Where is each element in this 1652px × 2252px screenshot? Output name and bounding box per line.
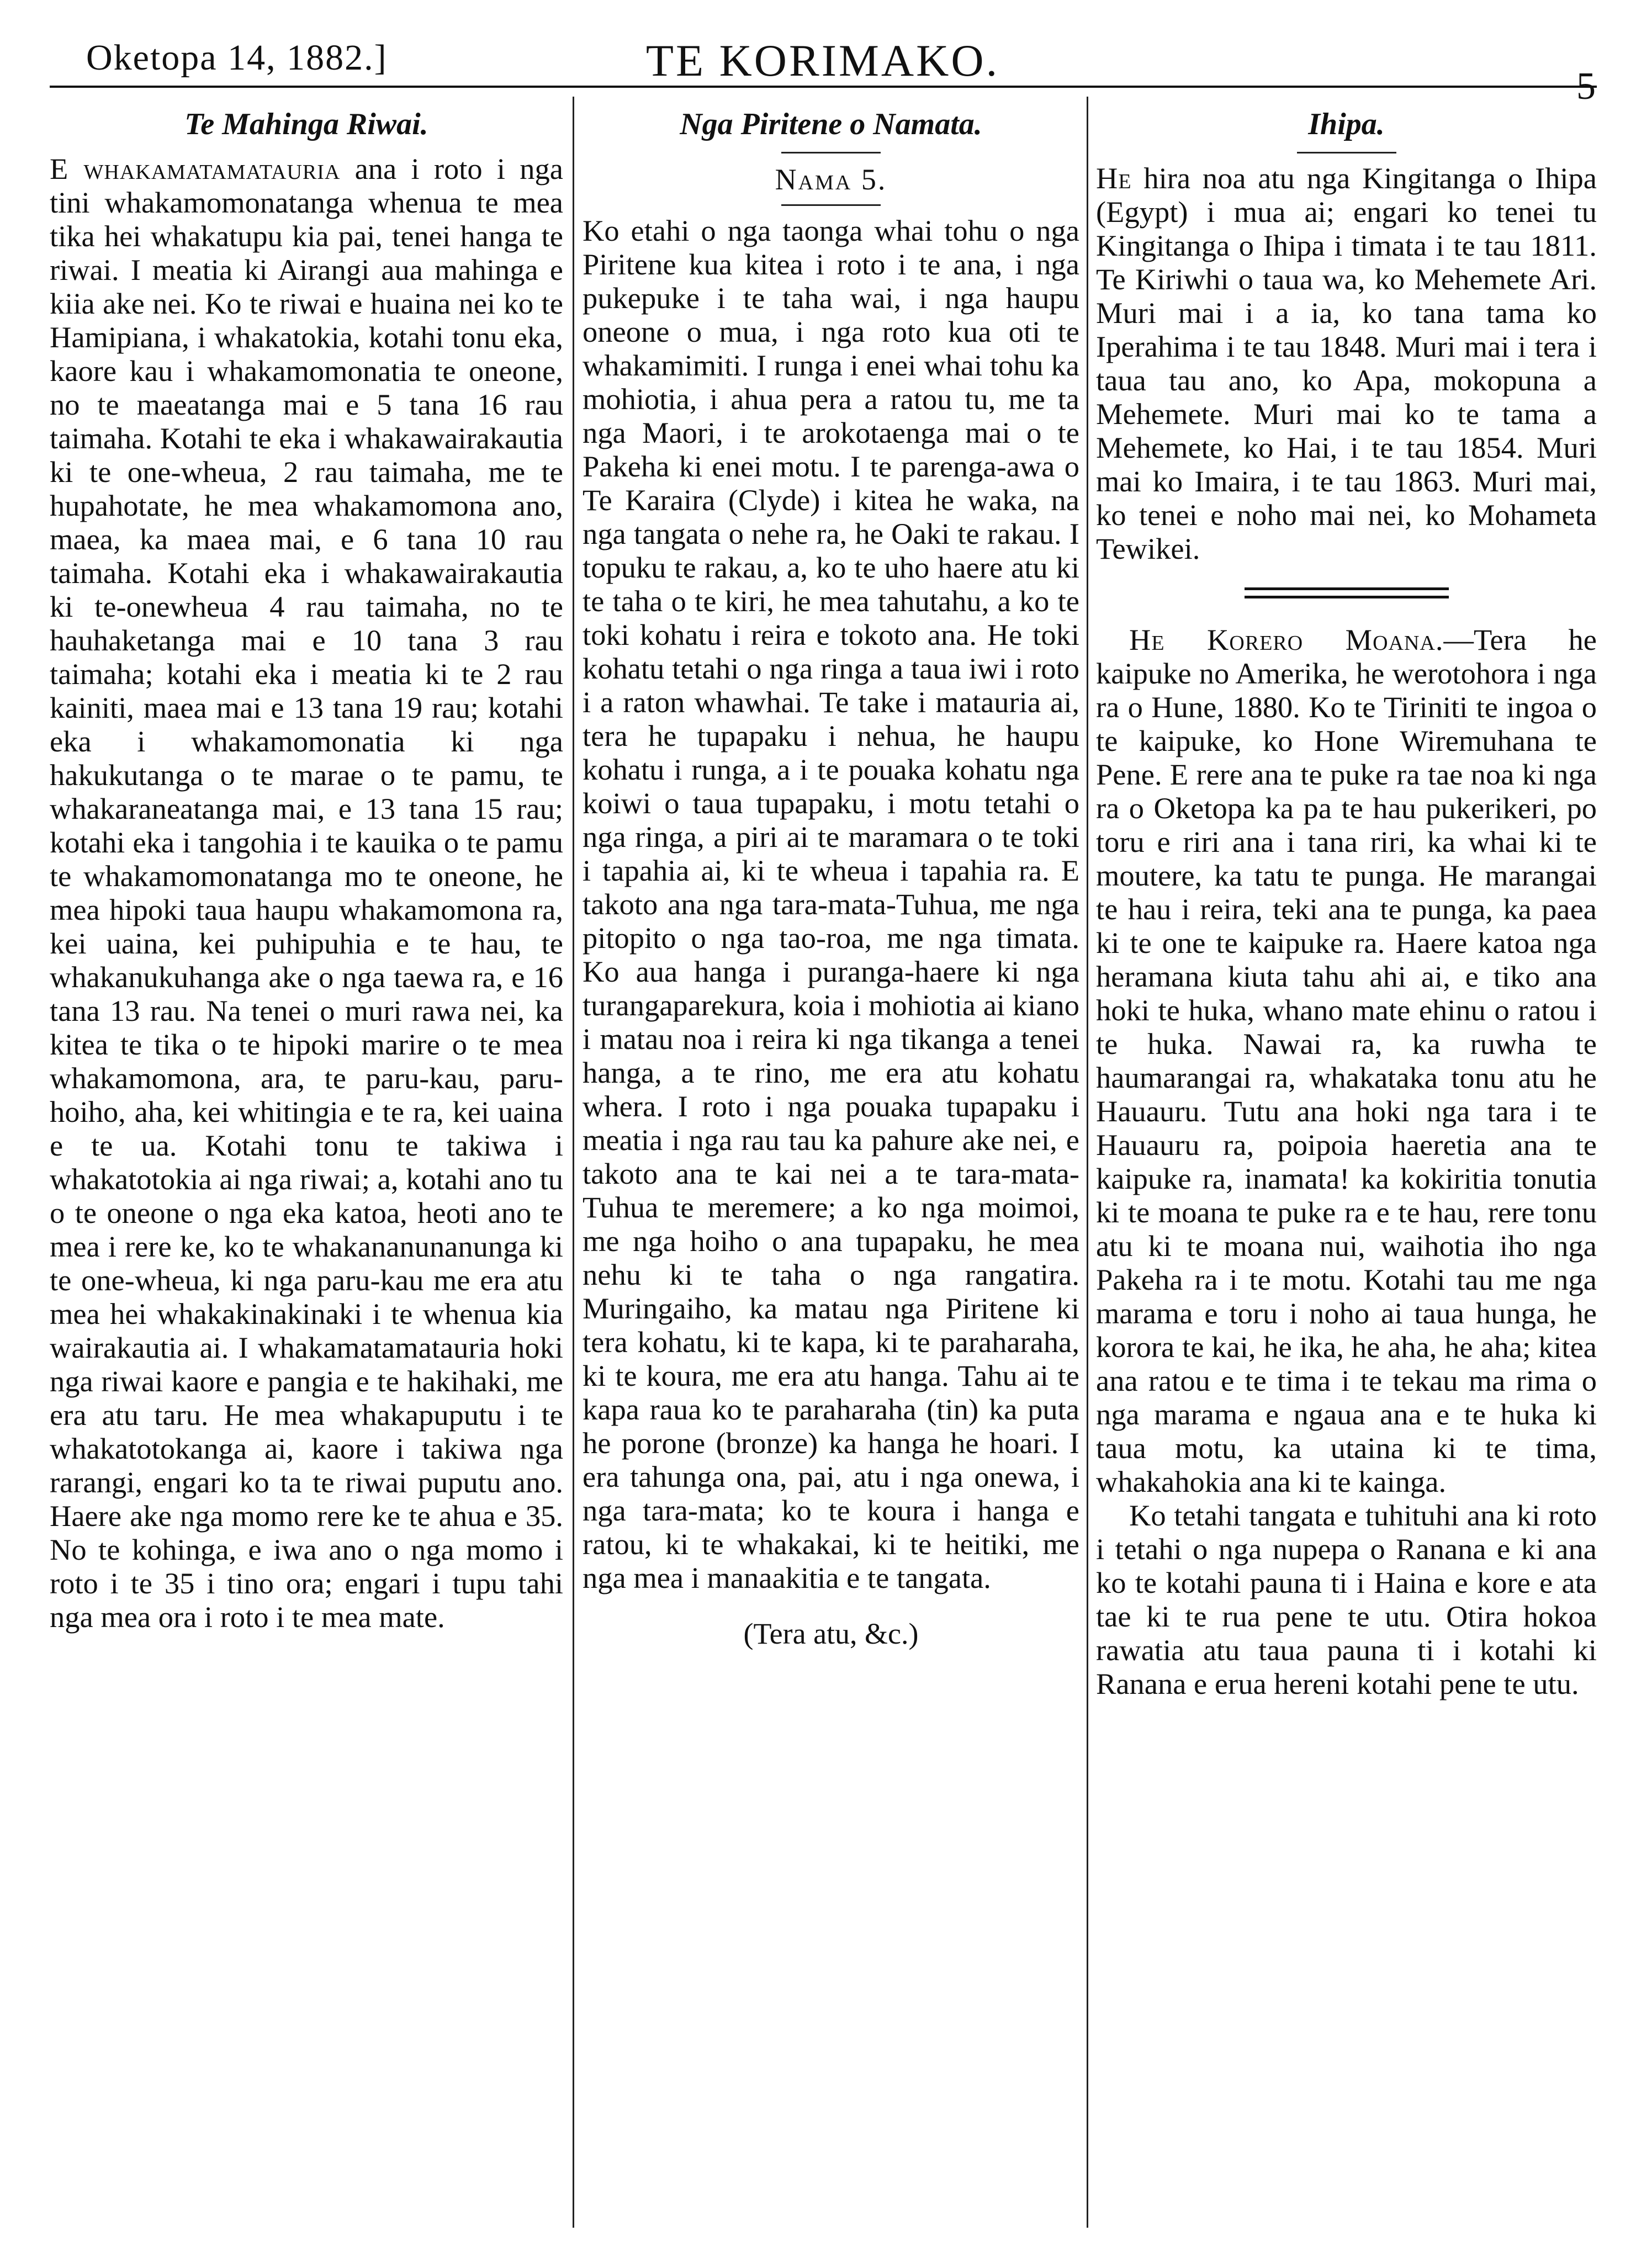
issue-date: Oketopa 14, 1882.]	[86, 38, 388, 78]
masthead	[50, 30, 1596, 108]
article-title: Ihipa.	[1308, 107, 1385, 141]
article-body	[50, 152, 563, 1634]
article-title: Nga Piritene o Namata.	[680, 107, 982, 141]
continued-note: (Tera atu, &c.)	[743, 1617, 919, 1650]
article-body	[1096, 161, 1597, 565]
sea-story-text: —Tera he kaipuke no Amerika, he werotohora i nga ra o Hune, 1880. Ko te Tiriniti te ingoa o te kaipuke, ko Hone Wiremuhana te Pene. E rere ana te puke ra tae noa ki nga ra o Oketopa ka pa te hau pukerikeri, po toru e riri ana i tana riri, ka whai ki te moutere, ka tatu te punga. He marangai te hau i reira, teki ana te punga, ka paea ki te one te kaipuke ra. Haere katoa nga heramana kiuta tahu ahi ai, e tiko ana hoki te huka, whano mate ehinu o ratou i te huka. Nawai ra, ka ruwha te haumarangai ra, whakataka tonu atu he Hauauru. Tutu ana hoki nga tara i te Hauauru ra, poipoia haeretia ana te kaipuke ra, inamata! ka kokiritia tonutia ki te moana te puke ra e te hau, rere tonu atu ki te moana nui, waihotia iho nga Pakeha ra i te motu. Kotahi tau me nga marama e toru i noho ai taua hunga, he korora te kai, he ika, he aha, he aha; kitea ana ratou e te tima i te tekau ma rima o nga marama e ngaua ana e te huka ki taua motu, ka utaina ki te tima, whakahokia ana ki te kainga.	[1096, 623, 1597, 1498]
column-divider	[1087, 97, 1088, 2228]
article-lead: He	[1096, 161, 1132, 195]
column-divider	[573, 97, 574, 2228]
section-double-rule	[1245, 587, 1449, 598]
short-rule	[781, 152, 881, 153]
article-title: Te Mahinga Riwai.	[184, 107, 428, 141]
article-text: Ko etahi o nga taonga whai tohu o nga Piritene kua kitea i roto i te ana, i nga pukepuke i te taha wai, i nga haupu oneone o mua, i nga roto kua oti te whakamimiti. I runga i enei whai tohu ka mohiotia, i ahua pera a ratou tu, me ta nga Maori, i te arokotaenga mai o te Pakeha ki enei motu. I te parenga-awa o Te Karaira (Clyde) i kitea he waka, na nga tangata o nehe ra, he Oaki te rakau. I topuku te rakau, a, ko te uho haere atu ki te taha o te kiri, he mea tahutahu, a ko te toki kohatu i reira e tokoto ana. He toki kohatu tetahi o nga ringa a taua iwi i roto i a raton whawhai. Te take i matauria ai, tera he tupapaku i nehua, he haupu kohatu i runga, a i te pouaka kohatu nga koiwi o taua tupapaku, i motu tetahi o nga ringa, a piri ai te maramara o te toki i tapahia ai, ki te wheua i tapahia ra. E takoto ana nga tara-mata-Tuhua, me nga pitopito o nga tao-roa, me nga timata. Ko aua hanga i puranga-haere ki nga turangaparekura, koia i mohiotia ai kiano i matau noa i reira ki nga tikanga a tenei hanga, a te rino, me era atu kohatu whera. I roto i nga pouaka tupapaku i meatia i nga rau tau ka pahure ake nei, e takoto ana te kai nei a te tara-mata-Tuhua te meremere; a ko nga moimoi, me nga hoiho o ana tupapaku, he mea nehu ki te taha o nga rangatira. Muringaiho, ka matau nga Piritene ki tera kohatu, ki te kapa, ki te paraharaha, ki te koura, me era atu hanga. Tahu ai te kapa raua ko te paraharaha (tin) ka puta he porone (bronze) ka hanga he hoari. I era tahunga ona, pai, atu i nga onewa, i nga tara-mata; ko te koura i hanga e ratou, ki te whakakai, ki te heitiki, me nga mea i manaakitia e te tangata.	[583, 214, 1079, 1594]
column-potato-cultivation	[50, 91, 563, 2228]
short-rule	[781, 204, 881, 206]
newspaper-title: TE KORIMAKO.	[645, 35, 1000, 86]
header-rule	[50, 86, 1597, 88]
short-rule	[1297, 152, 1396, 153]
sea-story-body	[1096, 623, 1597, 1498]
column-ancient-britons	[583, 91, 1079, 2228]
article-number: Nama 5.	[775, 163, 887, 196]
article-text: hira noa atu nga Kingitanga o Ihipa (Egypt) i mua ai; engari ko tenei tu Kingitanga o Ihipa i timata i te tau 1811. Te Kiriwhi o taua wa, ko Mehemete Ari. Muri mai i a ia, ko tana tama ko Iperahima i te tau 1848. Muri mai i tera i taua tau ano, ko Apa, mokopuna a Mehemete. Muri mai ko te tama a Mehemete, ko Hai, i te tau 1854. Muri mai ko Imaira, i te tau 1863. Muri mai, ko tenei e noho mai nei, ko Mohameta Tewikei.	[1096, 161, 1597, 565]
page-number: 5	[1576, 65, 1596, 108]
tea-price-text: Ko tetahi tangata e tuhituhi ana ki roto i tetahi o nga nupepa o Ranana e ki ana ko te kotahi pauna ti i Haina e kore e ata tae ki te rua pene te utu. Otira hokoa rawatia atu taua pauna ti i kotahi ki Ranana e erua hereni kotahi pene te utu.	[1096, 1498, 1597, 1700]
article-lead: E whakamatamatauria	[50, 152, 341, 186]
sea-story-lead: He Korero Moana.	[1129, 623, 1444, 656]
column-egypt-and-news	[1096, 91, 1597, 2228]
article-text: ana i roto i nga tini whakamomonatanga whenua te mea tika hei whakatupu kia pai, tenei hanga te riwai. I meatia ki Airangi aua mahinga e kiia ake nei. Ko te riwai e huaina nei ko te Hamipiana, i whakatokia, kotahi tonu eka, kaore kau i whakamomonatia te oneone, no te maeatanga mai e 5 tana 16 rau taimaha. Kotahi te eka i whakawairakautia ki te one-wheua, 2 rau taimaha, me te hupahotate, he mea whakamomona ano, maea, ka maea mai, e 6 tana 10 rau taimaha. Kotahi eka i whakawairakautia ki te-onewheua 4 rau taimaha, no te hauhaketanga mai e 10 tana 3 rau taimaha; kotahi eka i meatia ki te 2 rau kainiti, maea mai e 13 tana 19 rau; kotahi eka i whakamomonatia ki nga hakukutanga o te marae o te pamu, te whakaraneatanga mai, e 13 tana 15 rau; kotahi eka i tangohia i te kauika o te pamu te whakamomonatanga mo te oneone, he mea hipoki taua haupu whakamomona ra, kei uaina, kei puhipuhia e te hau, te whakanukuhanga ake o nga taewa ra, e 16 tana 13 rau. Na tenei o muri rawa nei, ka kitea te tika o te hipoki marire o te mea whakamomona, ara, te paru-kau, paru-hoiho, aha, kei whitingia e te ra, kei uaina e te ua. Kotahi tonu te takiwa i whakatotokia ai nga riwai; a, kotahi ano tu o te oneone o nga eka katoa, heoti ano te mea i rere ke, ko te whakananunanunga ki te one-wheua, ki nga paru-kau me era atu mea hei whakakinakinaki i te whenua kia wairakautia ai. I whakamatamatauria hoki nga riwai kaore e pangia e te hakihaki, me era atu taru. He mea whakapuputu i te whakatotokanga ai, kaore i takiwa nga rarangi, engari ko ta te riwai puputu ano. Haere ake nga momo rere ke te ahua e 35. No te kohinga, e iwa ano o nga momo i roto i te 35 i tino ora; engari i tupu tahi nga mea ora i roto i te mea mate.	[50, 152, 563, 1634]
